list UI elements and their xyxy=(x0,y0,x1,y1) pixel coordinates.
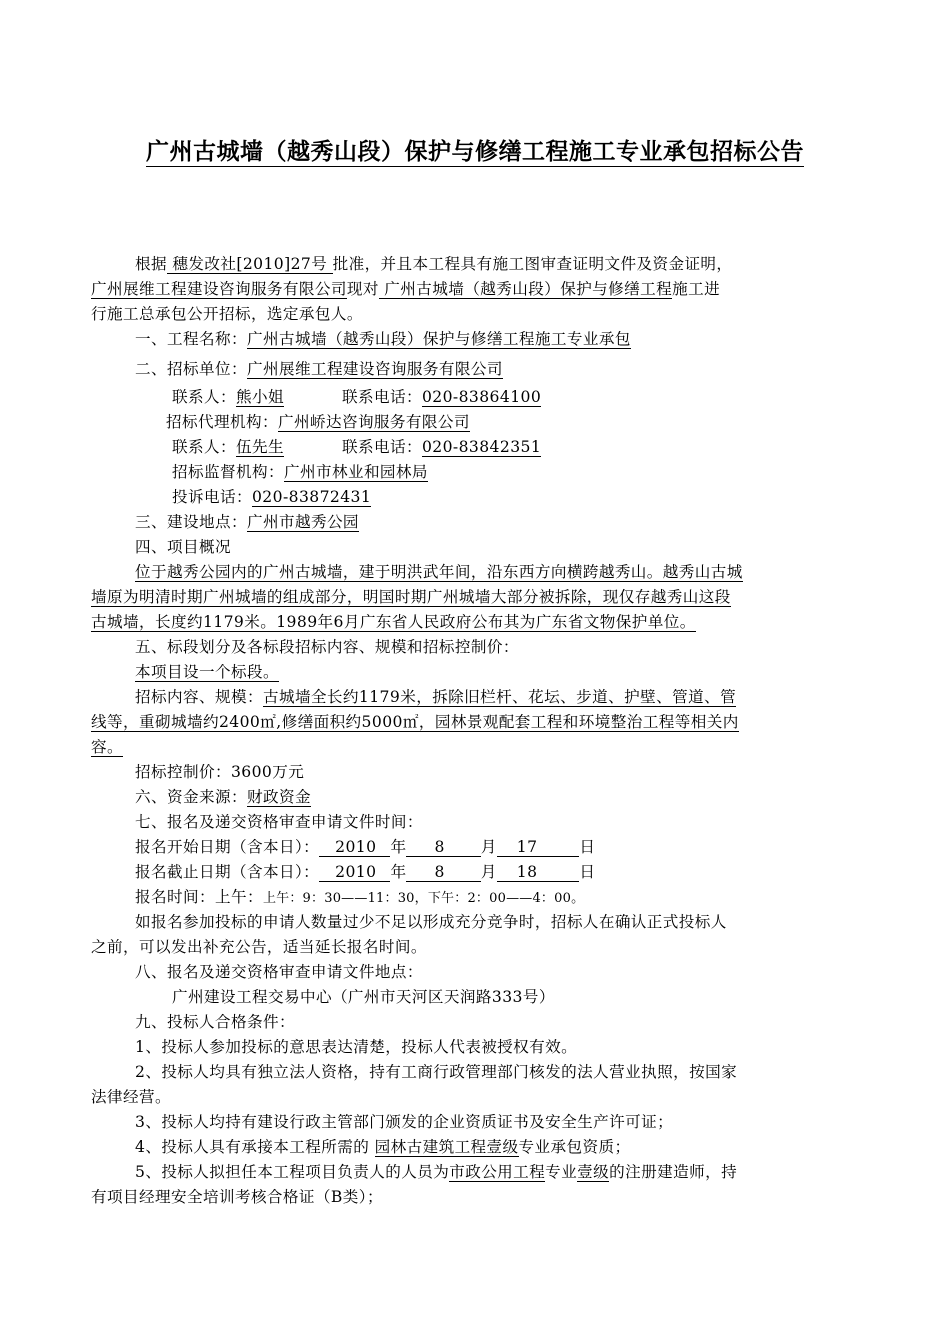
tenderer-contact-line: 联系人：熊小姐 联系电话：020-83864100 xyxy=(172,388,542,406)
tenderer-line: 二、招标单位：广州展维工程建设咨询服务有限公司 xyxy=(135,360,503,378)
qualification-5-line-1: 5、投标人拟担任本工程项目负责人的人员为市政公用工程专业壹级的注册建造师，持 xyxy=(135,1163,738,1181)
page-title: 广州古城墙（越秀山段）保护与修缮工程施工专业承包招标公告 xyxy=(146,139,804,165)
registration-note-line-1: 如报名参加投标的申请人数量过少不足以形成充分竞争时，招标人在确认正式投标人 xyxy=(135,913,727,931)
registration-heading: 七、报名及递交资格审查申请文件时间： xyxy=(135,813,423,831)
agency-line: 招标代理机构：广州峤达咨询服务有限公司 xyxy=(166,413,470,431)
overview-line-2: 墙原为明清时期广州城墙的组成部分，明国时期广州城墙大部分被拆除，现仅存越秀山这段 xyxy=(91,588,731,606)
qualification-3: 3、投标人均持有建设行政主管部门颁发的企业资质证书及安全生产许可证； xyxy=(135,1113,674,1131)
registration-start: 报名开始日期（含本日）： 2010 年 8 月 17 日 xyxy=(135,838,596,856)
submission-place: 广州建设工程交易中心（广州市天河区天润路333号） xyxy=(172,988,555,1006)
intro-line-2: 广州展维工程建设咨询服务有限公司现对 广州古城墙（越秀山段）保护与修缮工程施工进 xyxy=(91,280,721,298)
scope-line-2: 线等，重砌城墙约2400㎡,修缮面积约5000㎡，园林景观配套工程和环境整治工程等相关内 xyxy=(91,713,739,731)
sections-count: 本项目设一个标段。 xyxy=(135,663,279,681)
submission-place-heading: 八、报名及递交资格审查申请文件地点： xyxy=(135,963,423,981)
registration-note-line-2: 之前，可以发出补充公告，适当延长报名时间。 xyxy=(91,938,427,956)
registration-end: 报名截止日期（含本日）： 2010 年 8 月 18 日 xyxy=(135,863,596,881)
agency-contact-line: 联系人：伍先生 联系电话：020-83842351 xyxy=(172,438,542,456)
overview-line-3: 古城墙，长度约1179米。1989年6月广东省人民政府公布其为广东省文物保护单位。 xyxy=(91,613,696,631)
overview-line-1: 位于越秀公园内的广州古城墙，建于明洪武年间，沿东西方向横跨越秀山。越秀山古城 xyxy=(135,563,743,581)
sections-heading: 五、标段划分及各标段招标内容、规模和招标控制价： xyxy=(135,638,519,656)
project-name-line: 一、工程名称：广州古城墙（越秀山段）保护与修缮工程施工专业承包 xyxy=(135,330,631,348)
qualification-4: 4、投标人具有承接本工程所需的 园林古建筑工程壹级专业承包资质； xyxy=(135,1138,631,1156)
scope-line-1: 招标内容、规模：古城墙全长约1179米，拆除旧栏杆、花坛、步道、护壁、管道、管 xyxy=(135,688,737,706)
complaint-line: 投诉电话：020-83872431 xyxy=(172,488,372,506)
qualification-5-line-2: 有项目经理安全培训考核合格证（B类）； xyxy=(91,1188,383,1206)
qualification-2-line-1: 2、投标人均具有独立法人资格，持有工商行政管理部门核发的法人营业执照，按国家 xyxy=(135,1063,738,1081)
qualification-2-line-2: 法律经营。 xyxy=(91,1088,171,1106)
overview-heading: 四、项目概况 xyxy=(135,538,231,556)
scope-line-3: 容。 xyxy=(91,738,123,756)
intro-line-1: 根据 穗发改社[2010]27号 批准，并且本工程具有施工图审查证明文件及资金证明， xyxy=(135,255,733,273)
supervisor-line: 招标监督机构：广州市林业和园林局 xyxy=(172,463,428,481)
location-line: 三、建设地点：广州市越秀公园 xyxy=(135,513,359,531)
qualification-1: 1、投标人参加投标的意思表达清楚，投标人代表被授权有效。 xyxy=(135,1038,578,1056)
registration-hours: 报名时间：上午：上午：9：30——11：30，下午：2：00——4：00。 xyxy=(135,888,585,906)
qualification-heading: 九、投标人合格条件： xyxy=(135,1013,295,1031)
funding-line: 六、资金来源：财政资金 xyxy=(135,788,311,806)
intro-line-3: 行施工总承包公开招标，选定承包人。 xyxy=(91,305,363,323)
control-price: 招标控制价：3600万元 xyxy=(135,763,305,781)
